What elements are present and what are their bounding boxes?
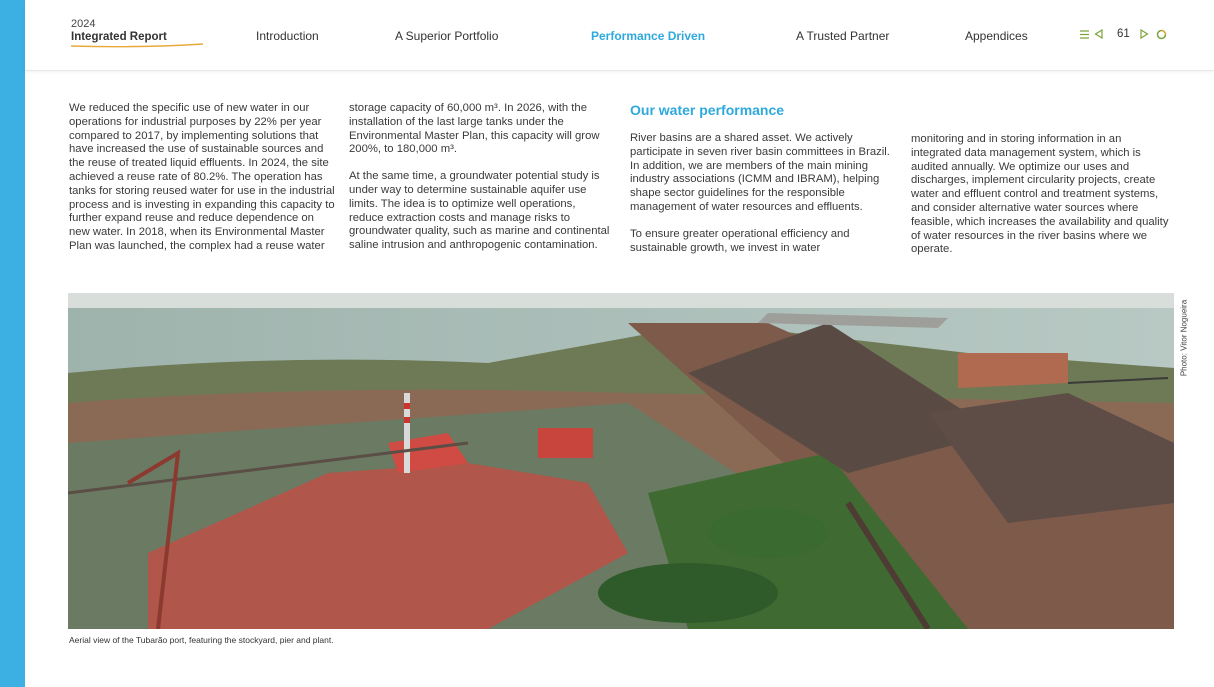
nav-trusted-partner[interactable]: A Trusted Partner bbox=[796, 29, 890, 43]
nav-superior-portfolio[interactable]: A Superior Portfolio bbox=[395, 29, 499, 43]
text-column-1 bbox=[69, 102, 335, 254]
report-title: Integrated Report bbox=[71, 31, 167, 43]
forward-icon[interactable] bbox=[1140, 29, 1149, 39]
paragraph: monitoring and in storing information in an integrated data management system, which is audited annually. We optimize our uses and discharges, implement circularity projects, create water and effluent control and treatment systems, and consider alternative water sources where feasible, which increases the availability and quality of water resources in the river basins where we operate. bbox=[911, 133, 1169, 256]
page-number: 61 bbox=[1117, 28, 1130, 40]
section-heading: Our water performance bbox=[630, 102, 785, 118]
left-accent-bar bbox=[0, 0, 25, 687]
aerial-port-photo bbox=[68, 293, 1174, 629]
back-icon[interactable] bbox=[1094, 29, 1103, 39]
paragraph: We reduced the specific use of new water in our operations for industrial purposes by 22% per year compared to 2017, by implementing solutions that have increased the use of sustainable sources and the reuse of treated liquid effluents. In 2024, the site achieved a reuse rate of 80.2%. The operation has tanks for storing reused water for use in the industrial process and is investing in expanding this capacity to further expand reuse and reduce dependence on new water. In 2018, when its Environmental Master Plan was launched, the complex had a reuse water bbox=[69, 102, 335, 252]
paragraph: River basins are a shared asset. We actively participate in seven river basin committees in Brazil. In addition, we are members of the main mining industry associations (ICMM and IBRAM), helping shape sector guidelines for the responsible management of water resources and effluents. bbox=[630, 132, 890, 213]
photo-credit: Photo: Vitor Nogueira bbox=[1179, 299, 1189, 377]
nav-appendices[interactable]: Appendices bbox=[965, 29, 1028, 43]
text-column-4 bbox=[911, 133, 1173, 257]
text-column-2 bbox=[349, 102, 611, 253]
nav-introduction[interactable]: Introduction bbox=[256, 29, 319, 43]
refresh-icon[interactable] bbox=[1156, 29, 1167, 40]
brand-underline bbox=[71, 43, 205, 49]
page-controls bbox=[1080, 28, 1167, 40]
paragraph: storage capacity of 60,000 m³. In 2026, with the installation of the last large tanks under the Environmental Master Plan, this capacity will grow 200%, to 180,000 m³. bbox=[349, 102, 600, 156]
top-navigation bbox=[25, 0, 1214, 71]
report-year: 2024 bbox=[71, 18, 96, 30]
nav-performance-driven[interactable]: Performance Driven bbox=[591, 29, 706, 43]
text-column-3 bbox=[630, 132, 890, 255]
paragraph: To ensure greater operational efficiency and sustainable growth, we invest in water bbox=[630, 227, 850, 254]
photo-caption: Aerial view of the Tubarão port, featuring the stockyard, pier and plant. bbox=[69, 635, 334, 645]
paragraph: At the same time, a groundwater potential study is under way to determine sustainable aquifer use limits. The idea is to optimize well operations, reduce extraction costs and manage risks to groundwater quality, such as marine and continental saline intrusion and anthropogenic contamination. bbox=[349, 170, 610, 252]
report-logo[interactable] bbox=[71, 18, 167, 44]
menu-icon[interactable] bbox=[1080, 30, 1090, 39]
